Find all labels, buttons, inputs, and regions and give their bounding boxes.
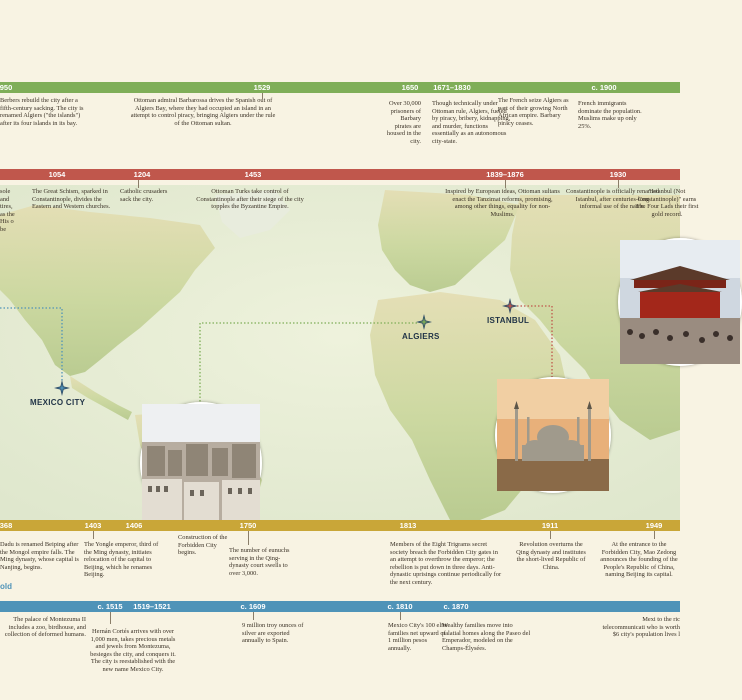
timeline-tick	[253, 612, 254, 620]
timeline-event: Over 30,000 prisoners of Barbary pirates are housed in the city.	[386, 100, 421, 145]
timeline-event: sole and tires, as the His o be	[0, 188, 15, 233]
year-label: c. 1810	[387, 602, 413, 611]
algiers-timeline-band	[0, 82, 680, 93]
timeline-event: Revolution overturns the Qing dynasty and institutes the short-lived Republic of China.	[516, 541, 586, 571]
timeline-event: Members of the Eight Trigrams secret society breach the Forbidden City gates in an attempt to overthrow the emperor; the rebellion is put down in three days. Anti-dynastic uprisings continue periodically for the next century.	[390, 541, 502, 586]
timeline-tick	[93, 531, 94, 539]
year-label: 950	[0, 83, 13, 92]
algiers-city-photo	[140, 402, 262, 524]
timeline-event: Mexico City's 100 elite families net upward of 1 million pesos annually.	[388, 622, 448, 652]
forbidden-city-photo	[618, 238, 742, 366]
timeline-event: Berbers rebuild the city after a fifth-century sacking. The city is renamed Algiers ("the islands") after its four islands in its bay.	[0, 97, 84, 127]
timeline-tick	[618, 180, 619, 188]
year-label: 368	[0, 521, 13, 530]
timeline-event: "Istanbul (Not Constantinople)" earns The Four Lads their first gold record.	[635, 188, 699, 218]
timeline-event: Ottoman admiral Barbarossa drives the Spanish out of Algiers Bay, where they had occupied an island in an attempt to control piracy, bringing Algiers under the rule of the Ottoman sultan.	[130, 97, 276, 127]
year-label: 1930	[609, 170, 627, 179]
timeline-tick	[400, 612, 401, 620]
timeline-event: Catholic crusaders sack the city.	[120, 188, 168, 203]
year-label: 1453	[244, 170, 262, 179]
timeline-event: Constantinople is officially renamed Istanbul, after centuries-long informal use of the name.	[565, 188, 660, 211]
timeline-tick	[550, 531, 551, 539]
year-label: 1650	[401, 83, 419, 92]
timeline-event: The palace of Montezuma II includes a zoo, birdhouse, and collection of deformed humans.	[4, 616, 86, 639]
timeline-event: The French seize Algiers as part of their growing North African empire. Barbary piracy ceases.	[498, 97, 569, 127]
timeline-event: The Yongle emperor, third of the Ming dynasty, initiates relocation of the capital to Beijing, which he renames Beijing.	[84, 541, 159, 579]
istanbul-mosque-photo	[495, 377, 611, 493]
city-label-algiers: ALGIERS	[402, 332, 440, 341]
city-label-mexico-city: MEXICO CITY	[30, 398, 86, 407]
year-label: c. 1900	[591, 83, 617, 92]
timeline-event: French immigrants dominate the population. Muslims make up only 25%.	[578, 100, 642, 130]
timeline-event: Mexi to the ric telecommunicati who is worth $6 city's population lives l	[602, 616, 680, 639]
timeline-tick	[505, 180, 506, 188]
section-label: old	[0, 582, 12, 591]
timeline-event: Dadu is renamed Beiping after the Mongol empire falls. The Ming dynasty, whose capital is Nanjing, begins.	[0, 541, 79, 571]
year-label: 1671–1830	[433, 83, 471, 92]
city-label-istanbul: ISTANBUL	[487, 316, 530, 325]
year-label: c. 1609	[240, 602, 266, 611]
timeline-event: Though technically under Ottoman rule, Algiers, fueled by piracy, bribery, kidnapping, and murder, functions essentially as an autonomous city-state.	[432, 100, 511, 145]
timeline-tick	[262, 93, 263, 99]
timeline-tick	[248, 531, 249, 545]
year-label: 1839–1876	[486, 170, 524, 179]
compass-star-icon	[502, 298, 518, 314]
mexico-city-timeline-band	[0, 601, 680, 612]
year-label: 1406	[125, 521, 143, 530]
year-label: 1911	[541, 521, 559, 530]
timeline-event: Wealthy families move into palatial homes along the Paseo del Emperador, modeled on the Champs-Élysées.	[442, 622, 531, 652]
timeline-event: Inspired by European ideas, Ottoman sultans enact the Tanzimat reforms, promising, among other things, equality for non-Muslims.	[445, 188, 560, 218]
timeline-event: Hernán Cortés arrives with over 1,000 men, takes precious metals and jewels from Montezuma, besieges the city, and conquers it. The city is reestablished with the new name Mexico City.	[90, 628, 176, 673]
year-label: 1949	[645, 521, 663, 530]
beijing-timeline-band	[0, 520, 680, 531]
year-label: 1750	[239, 521, 257, 530]
timeline-event: 9 million troy ounces of silver are exported annually to Spain.	[242, 622, 304, 645]
timeline-tick	[110, 612, 111, 624]
istanbul-timeline-band	[0, 169, 680, 180]
compass-star-icon	[416, 314, 432, 330]
year-label: 1204	[133, 170, 151, 179]
year-label: 1403	[84, 521, 102, 530]
compass-star-icon	[54, 380, 70, 396]
year-label: c. 1515	[97, 602, 123, 611]
timeline-event: The number of eunuchs serving in the Qing-dynasty court swells to over 3,000.	[229, 547, 290, 577]
timeline-tick	[138, 180, 139, 188]
year-label: 1519–1521	[133, 602, 171, 611]
timeline-event: The Great Schism, sparked in Constantinople, divides the Eastern and Western churches.	[32, 188, 111, 211]
year-label: c. 1870	[443, 602, 469, 611]
timeline-event: Ottoman Turks take control of Constantinople after their siege of the city topples the Byzantine Empire.	[196, 188, 304, 211]
year-label: 1813	[399, 521, 417, 530]
timeline-event: Construction of the Forbidden City begins.	[178, 534, 228, 557]
year-label: 1054	[48, 170, 66, 179]
timeline-tick	[654, 531, 655, 539]
year-label: 1529	[253, 83, 271, 92]
timeline-event: At the entrance to the Forbidden City, Mao Zedong announces the founding of the People's Republic of China, naming Beijing its capital.	[600, 541, 678, 579]
